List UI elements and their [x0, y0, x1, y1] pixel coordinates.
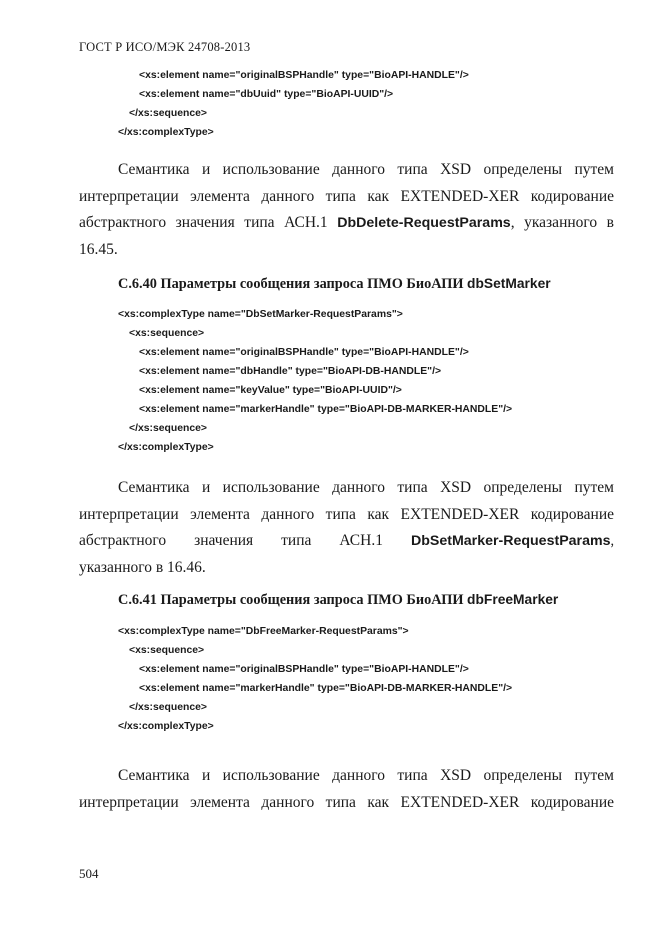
paragraph-line: абстрактного значения типа АСН.1 DbDelete-RequestParams, указанного в: [79, 214, 615, 232]
page-number: 504: [79, 866, 99, 881]
code-line: <xs:sequence>: [129, 645, 205, 656]
paragraph-line: Семантика и использование данного типа XSD определены путем: [118, 161, 614, 178]
code-line: </xs:complexType>: [118, 442, 214, 453]
paragraph-line: интерпретации элемента данного типа как EXTENDED-XER кодирование: [79, 187, 614, 205]
type-name: DbSetMarker-RequestParams,: [410, 533, 615, 550]
heading-type-name: dbFreeMarker: [467, 592, 559, 607]
paragraph: [79, 763, 614, 816]
code-line: <xs:element name="dbUuid" type="BioAPI-UUID"/>: [139, 89, 394, 100]
paragraph-line: Семантика и использование данного типа XSD определены путем: [118, 767, 614, 784]
code-line: <xs:complexType name="DbFreeMarker-RequestParams">: [118, 626, 409, 637]
paragraph-line: интерпретации элемента данного типа как EXTENDED-XER кодирование: [79, 793, 614, 811]
code-line: <xs:element name="originalBSPHandle" type="BioAPI-HANDLE"/>: [139, 70, 469, 81]
code-line: <xs:complexType name="DbSetMarker-RequestParams">: [118, 309, 403, 320]
code-line: </xs:complexType>: [118, 721, 214, 732]
heading-type-name: dbSetMarker: [467, 276, 551, 291]
paragraph-line: интерпретации элемента данного типа как EXTENDED-XER кодирование: [79, 505, 614, 523]
code-line: <xs:element name="markerHandle" type="BioAPI-DB-MARKER-HANDLE"/>: [139, 683, 513, 694]
paragraph: [79, 475, 614, 582]
code-line: <xs:element name="originalBSPHandle" type="BioAPI-HANDLE"/>: [139, 664, 469, 675]
paragraph-line: абстрактного значения типа АСН.1 DbSetMarker-RequestParams,: [79, 532, 615, 550]
code-line: </xs:complexType>: [118, 127, 214, 138]
paragraph-line: указанного в 16.46.: [79, 559, 206, 577]
code-line: <xs:element name="keyValue" type="BioAPI-UUID"/>: [139, 385, 402, 396]
paragraph: [79, 157, 614, 264]
page-header: ГОСТ Р ИСО/МЭК 24708-2013: [79, 40, 251, 54]
code-line: </xs:sequence>: [129, 108, 207, 119]
paragraph-line: Семантика и использование данного типа XSD определены путем: [118, 479, 614, 496]
code-line: <xs:element name="markerHandle" type="BioAPI-DB-MARKER-HANDLE"/>: [139, 404, 513, 415]
code-line: </xs:sequence>: [129, 423, 207, 434]
section-heading: С.6.40 Параметры сообщения запроса ПМО БиоАПИ dbSetMarker: [118, 276, 551, 292]
code-line: <xs:element name="dbHandle" type="BioAPI-DB-HANDLE"/>: [139, 366, 442, 377]
paragraph-line: 16.45.: [79, 241, 118, 259]
type-name: DbDelete-RequestParams: [337, 215, 511, 232]
code-line: <xs:element name="originalBSPHandle" type="BioAPI-HANDLE"/>: [139, 347, 469, 358]
section-heading: С.6.41 Параметры сообщения запроса ПМО БиоАПИ dbFreeMarker: [118, 592, 559, 608]
code-line: <xs:sequence>: [129, 328, 205, 339]
code-line: </xs:sequence>: [129, 702, 207, 713]
